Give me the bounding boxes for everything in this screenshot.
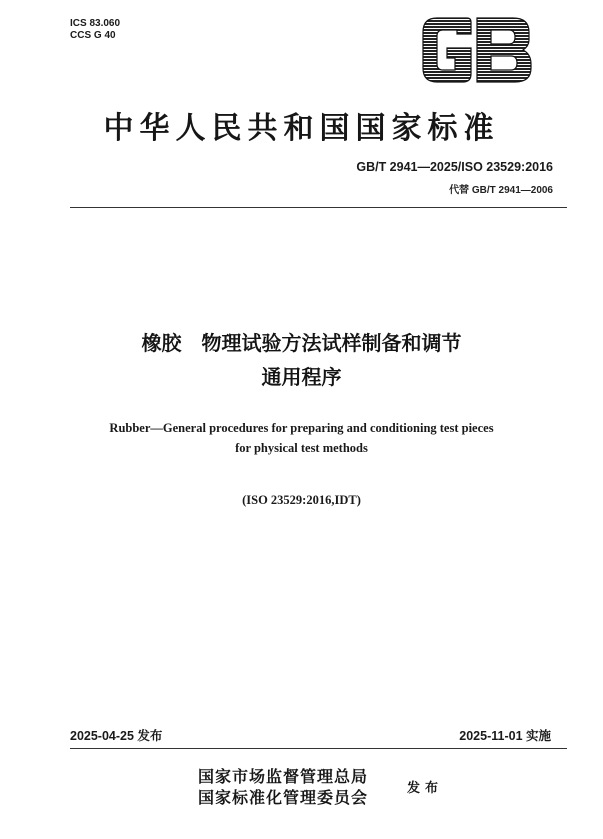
- issuing-authorities: [198, 766, 368, 808]
- english-title-line1: Rubber—General procedures for preparing and conditioning test pieces: [109, 421, 494, 435]
- gb-logo: [413, 14, 537, 86]
- issuer-sac: 国家标准化管理委员会: [198, 788, 369, 807]
- chinese-title-line1: 橡胶 物理试验方法试样制备和调节: [141, 331, 462, 355]
- english-title: [0, 418, 603, 458]
- ics-code: ICS 83.060: [70, 18, 121, 29]
- standard-number: GB/T 2941—2025/ISO 23529:2016: [356, 160, 553, 174]
- iso-identity: (ISO 23529:2016,IDT): [242, 493, 361, 507]
- chinese-title: [0, 326, 603, 394]
- header-divider: [70, 207, 567, 208]
- ccs-code: CCS G 40: [70, 30, 116, 41]
- classification-block: [70, 18, 120, 42]
- gb-logo-g: [423, 18, 471, 82]
- issue-action: 发布: [407, 781, 444, 796]
- standard-type-title: 中华人民共和国国家标准: [103, 111, 500, 146]
- issuer-samr: 国家市场监督管理总局: [198, 767, 369, 786]
- footer-divider: [70, 748, 567, 749]
- chinese-title-line2: 通用程序: [261, 365, 342, 389]
- english-title-line2: for physical test methods: [235, 441, 368, 455]
- publish-date: 2025-04-25 发布: [70, 729, 163, 743]
- replaces-note: 代替 GB/T 2941—2006: [449, 185, 553, 196]
- implementation-date: 2025-11-01 实施: [459, 729, 551, 743]
- gb-logo-b: [477, 18, 531, 82]
